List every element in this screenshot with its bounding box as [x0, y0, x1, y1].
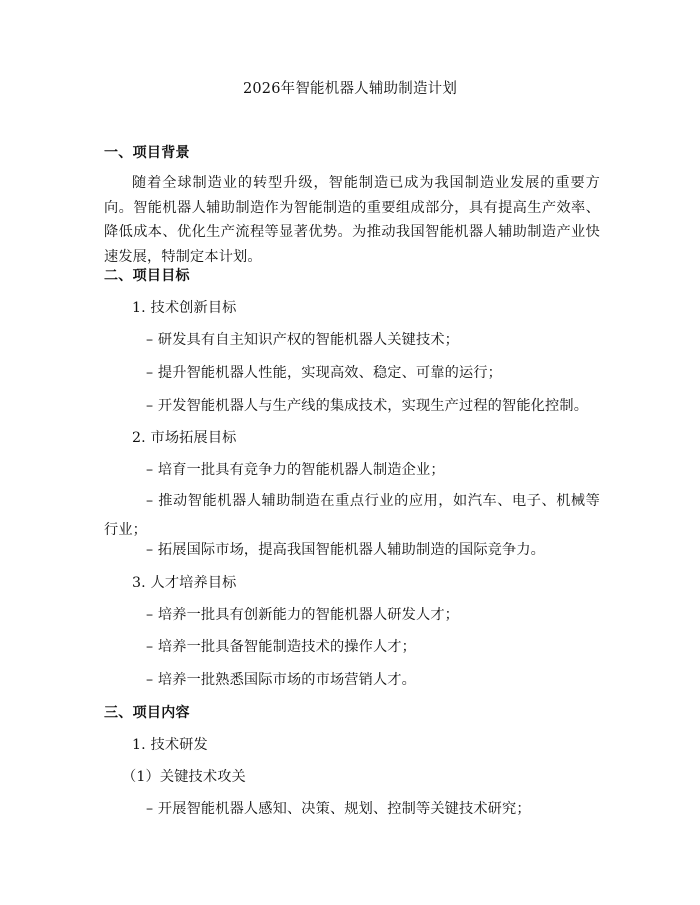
content-subgroup-label-key-tech: （1）关键技术攻关	[122, 769, 246, 785]
goal-talent-item-2: – 培养一批具备智能制造技术的操作人才；	[146, 639, 416, 655]
goal-tech-item-3: – 开发智能机器人与生产线的集成技术，实现生产过程的智能化控制。	[146, 398, 589, 414]
goal-group-label-tech: 1. 技术创新目标	[132, 300, 237, 316]
section-heading-content: 三、项目内容	[104, 705, 190, 721]
goal-market-item-1: – 培育一批具有竞争力的智能机器人制造企业；	[146, 462, 445, 478]
section-heading-background: 一、项目背景	[104, 145, 190, 161]
goal-tech-item-2: – 提升智能机器人性能，实现高效、稳定、可靠的运行；	[146, 365, 503, 381]
content-item-1: – 开展智能机器人感知、决策、规划、控制等关键技术研究；	[146, 801, 531, 817]
goal-tech-item-1: – 研发具有自主知识产权的智能机器人关键技术；	[146, 332, 459, 348]
background-paragraph: 随着全球制造业的转型升级，智能制造已成为我国制造业发展的重要方向。智能机器人辅助制造作为智能制造的重要组成部分，具有提高生产效率、降低成本、优化生产流程等显著优势。为推动我国智能机器人辅助制造产业快速发展，特制定本计划。	[104, 175, 600, 266]
goal-talent-item-3: – 培养一批熟悉国际市场的市场营销人才。	[146, 672, 416, 688]
content-group-label-rd: 1. 技术研发	[132, 737, 208, 753]
document-title: 2026年智能机器人辅助制造计划	[242, 81, 458, 97]
section-heading-goals: 二、项目目标	[104, 268, 190, 284]
goal-market-item-3: – 拓展国际市场，提高我国智能机器人辅助制造的国际竞争力。	[146, 542, 546, 558]
goal-market-item-2: – 推动智能机器人辅助制造在重点行业的应用，如汽车、电子、机械等行业；	[104, 493, 600, 538]
goal-group-label-talent: 3. 人才培养目标	[132, 575, 237, 591]
goal-talent-item-1: – 培养一批具有创新能力的智能机器人研发人才；	[146, 607, 459, 623]
goal-group-label-market: 2. 市场拓展目标	[132, 430, 237, 446]
